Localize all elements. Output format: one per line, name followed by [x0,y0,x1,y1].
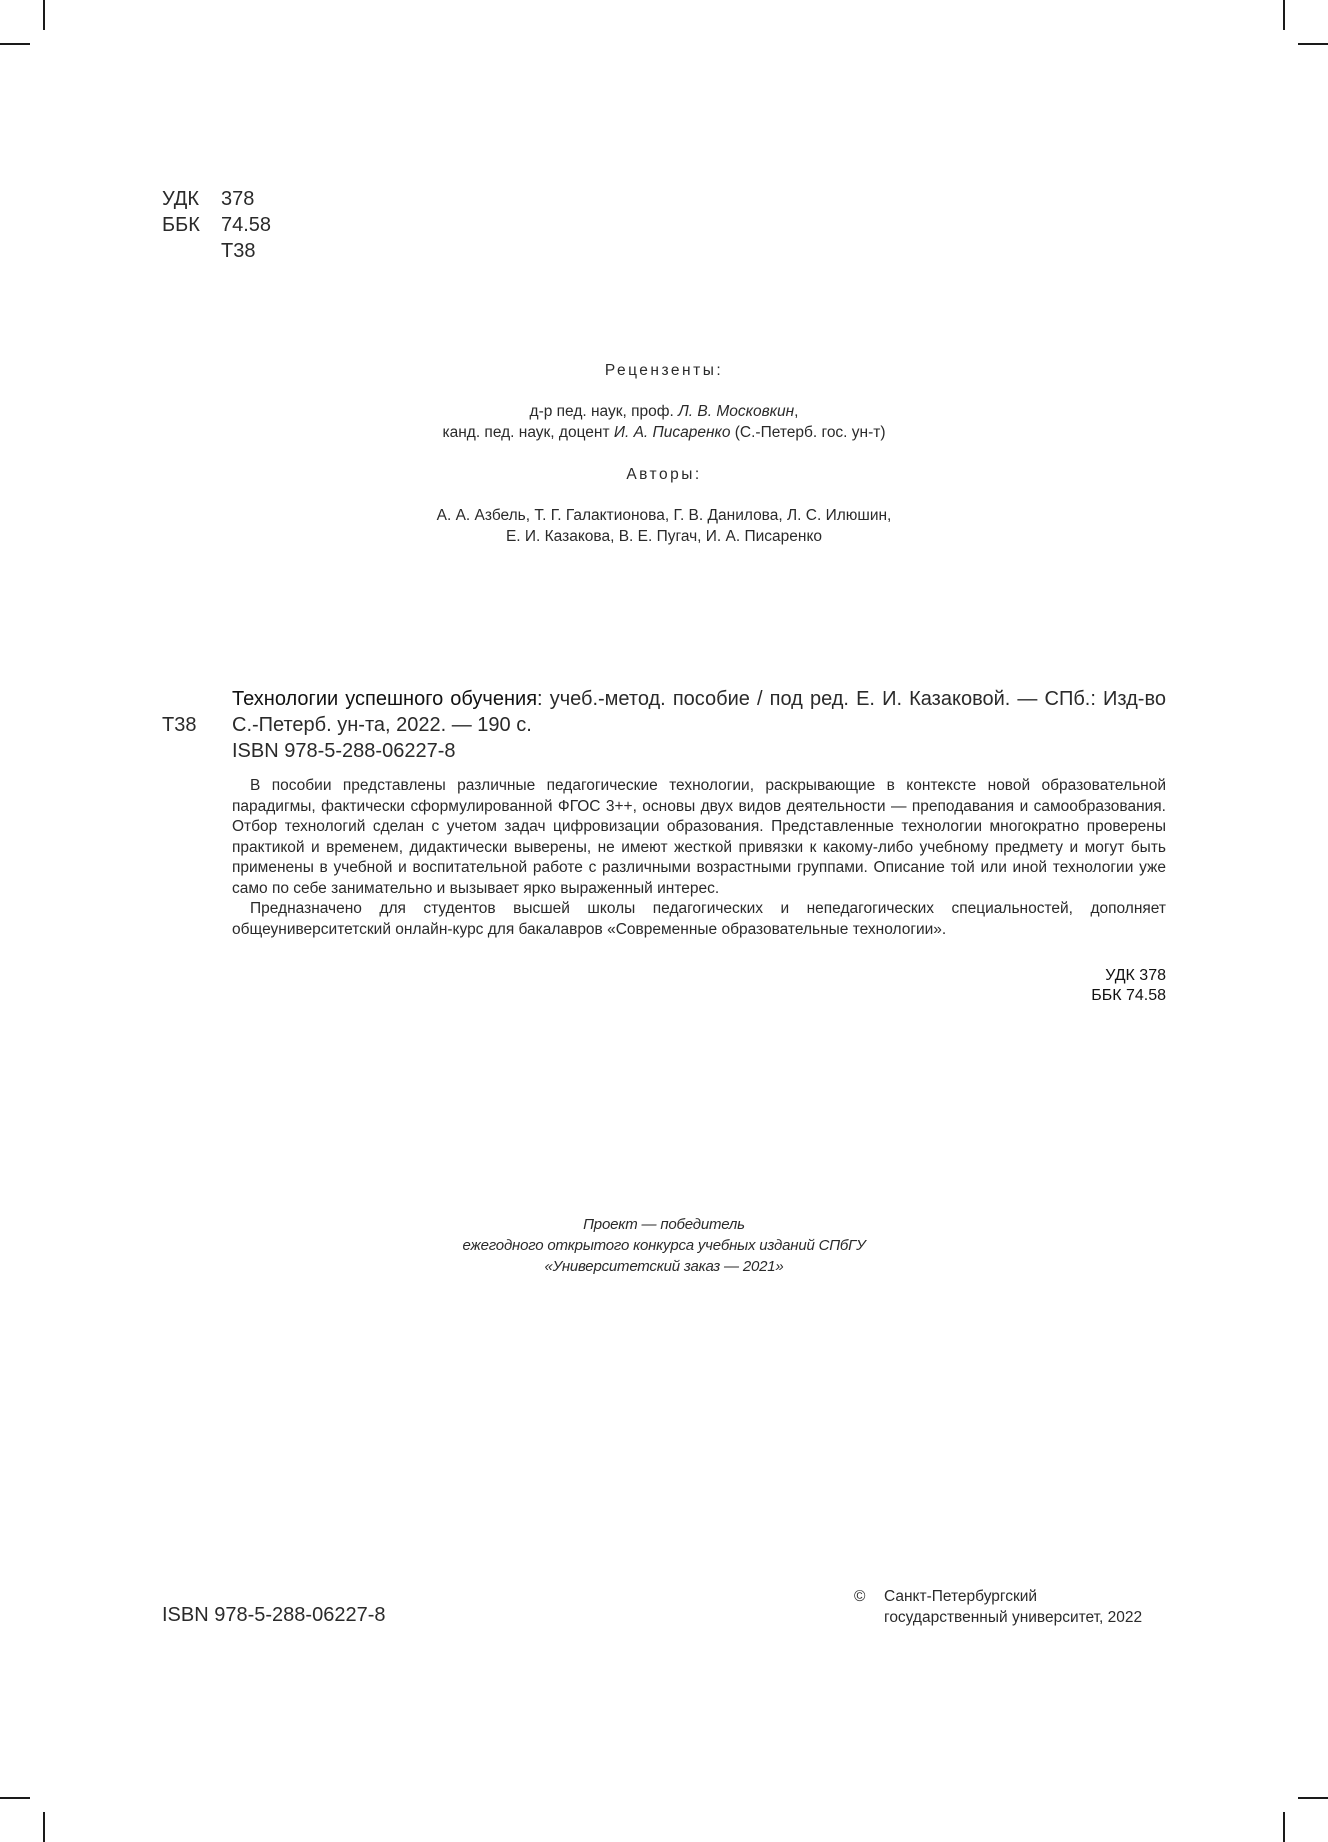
annotation-paragraph-1: В пособии представлены различные педагогические технологии, раскрывающие в контексте новой образовательной парадигмы, фактически сформулированной ФГОС 3++, основы двух видов деятельности — преподавания и самообразования. Отбор технологий сделан с учетом задач цифровизации образования. Представленные технологии многократно проверены практикой и временем, дидактически выверены, не имеют жесткой привязки к какому-либо учебному предмету и могут быть применены в учебной и воспитательной работе с различными возрастными группами. Описание той или иной технологии уже само по себе занимательно и вызывает ярко выраженный интерес. [232,777,1166,897]
reviewer-2: канд. пед. наук, доцент И. А. Писаренко (С.-Петерб. гос. ун-т) [442,424,886,441]
udk-row [162,186,271,212]
award-line-3: «Университетский заказ — 2021» [544,1258,784,1275]
crop-mark-bottom-right-horizontal [1298,1797,1328,1799]
bbk-value: 74.58 [221,214,272,236]
udk-label: УДК [162,188,200,210]
crop-mark-top-right-horizontal [1298,43,1328,45]
author-mark-row [162,238,271,264]
udk-code-right: УДК 378 [1105,967,1166,984]
annotation [232,776,1166,940]
udk-value: 378 [221,188,255,210]
award-line-1: Проект — победитель [583,1216,745,1233]
award-note [0,1214,1328,1277]
crop-mark-top-right-vertical [1283,0,1285,30]
bbk-row [162,212,271,238]
authors-line-2: Е. И. Казакова, В. Е. Пугач, И. А. Писаренко [505,528,823,545]
book-isbn: ISBN 978-5-288-06227-8 [232,740,456,762]
annotation-paragraph-2: Предназначено для студентов высшей школы педагогических и непедагогических специальностей, дополняет общеуниверситетский онлайн-курс для бакалавров «Современные образовательные технологии». [232,900,1166,938]
authors-block [0,464,1328,547]
crop-mark-bottom-left-vertical [43,1812,45,1842]
reviewer-1: д-р пед. наук, проф. Л. В. Московкин, [529,403,799,420]
author-mark: Т38 [221,240,256,262]
copyright [854,1586,1142,1628]
copyright-icon: © [854,1588,866,1605]
book-title: Технологии успешного обучения [232,688,538,710]
authors-line-1: А. А. Азбель, Т. Г. Галактионова, Г. В. Данилова, Л. С. Илюшин, [436,507,892,524]
classification-block [162,186,271,264]
codes-right [1000,966,1166,1006]
crop-mark-bottom-left-horizontal [0,1797,30,1799]
crop-mark-top-left-vertical [43,0,45,30]
bbk-code-right: ББК 74.58 [1091,987,1166,1004]
footer-isbn: ISBN 978-5-288-06227-8 [162,1604,386,1626]
authors-heading: Авторы: [626,466,702,483]
reviewers-heading: Рецензенты: [604,362,724,379]
bibliography-code: Т38 [162,714,197,736]
award-line-2: ежегодного открытого конкурса учебных изданий СПбГУ [462,1237,866,1254]
copyright-line-1: Санкт-Петербургский [884,1588,1038,1605]
reviewer-2-name: И. А. Писаренко [613,424,731,441]
bbk-label: ББК [162,214,200,236]
book-description: : учеб.-метод. пособие / под ред. Е. И. Казаковой. — СПб.: Изд-во С.-Петерб. ун-та, 2022. — 190 с. [232,688,1166,736]
bibliography-record [232,686,1166,764]
reviewers-block [0,360,1328,443]
reviewer-1-name: Л. В. Московкин [678,403,795,420]
crop-mark-top-left-horizontal [0,43,30,45]
crop-mark-bottom-right-vertical [1283,1812,1285,1842]
copyright-line-2: государственный университет, 2022 [884,1609,1143,1626]
